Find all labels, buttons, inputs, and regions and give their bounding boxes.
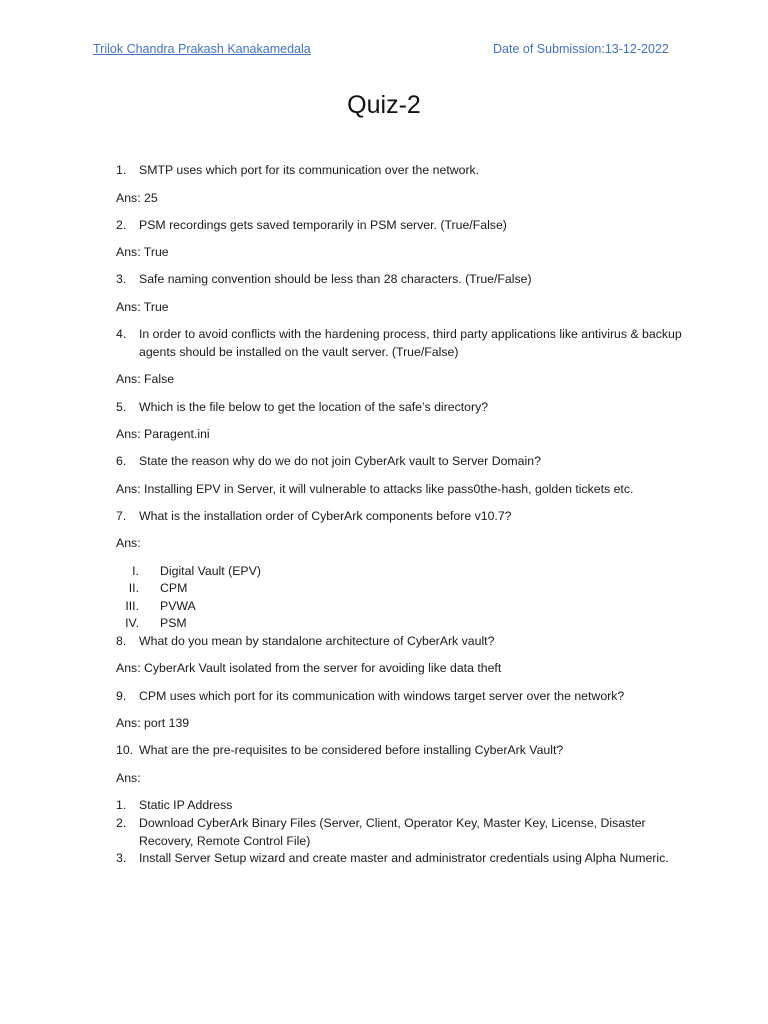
- answer-10: Ans:: [116, 771, 141, 785]
- answer-6: Ans: Installing EPV in Server, it will vulnerable to attacks like pass0the-hash, golden tickets etc.: [116, 482, 634, 496]
- list-number: II.: [128, 581, 139, 595]
- question-number: 9.: [116, 689, 127, 703]
- question-5: [116, 399, 676, 417]
- question-text: What is the installation order of CyberArk components before v10.7?: [139, 509, 512, 523]
- answer-3: Ans: True: [116, 300, 169, 314]
- answer-1: Ans: 25: [116, 191, 158, 205]
- list-text: Digital Vault (EPV): [160, 564, 261, 578]
- question-text: CPM uses which port for its communication with windows target server over the network?: [139, 689, 625, 703]
- question-10: [116, 742, 676, 760]
- question-text: State the reason why do we do not join CyberArk vault to Server Domain?: [139, 454, 541, 468]
- question-number: 10.: [116, 743, 134, 757]
- list-text: PVWA: [160, 599, 196, 613]
- question-number: 8.: [116, 634, 127, 648]
- answer-4: Ans: False: [116, 372, 175, 386]
- question-number: 1.: [116, 163, 127, 177]
- question-6: [116, 453, 676, 471]
- q10-list-item: [116, 797, 699, 815]
- list-text: CPM: [160, 581, 188, 595]
- list-number: III.: [125, 599, 139, 613]
- question-9: [116, 688, 696, 706]
- question-1: [116, 162, 676, 180]
- page-title: Quiz-2: [347, 91, 421, 119]
- question-number: 6.: [116, 454, 127, 468]
- question-number: 3.: [116, 272, 127, 286]
- submission-date: Date of Submission:13-12-2022: [493, 42, 669, 56]
- author-name: Trilok Chandra Prakash Kanakamedala: [93, 42, 311, 56]
- q10-list-item: [116, 815, 699, 850]
- list-text: Install Server Setup wizard and create master and administrator credentials using Alpha Numeric.: [139, 851, 669, 865]
- answer-9: Ans: port 139: [116, 716, 190, 730]
- question-2: [116, 217, 676, 235]
- question-text: Safe naming convention should be less than 28 characters. (True/False): [139, 272, 532, 286]
- question-text: What are the pre-requisites to be considered before installing CyberArk Vault?: [139, 743, 564, 757]
- list-number: 2.: [116, 816, 127, 830]
- question-7: [116, 508, 676, 526]
- question-number: 5.: [116, 400, 127, 414]
- answer-5: Ans: Paragent.ini: [116, 427, 210, 441]
- list-number: IV.: [125, 616, 139, 630]
- list-text: Download CyberArk Binary Files (Server, Client, Operator Key, Master Key, License, Disaster Recovery, Remote Control File): [139, 816, 646, 848]
- question-text: In order to avoid conflicts with the hardening process, third party applications like antivirus & backup agents should be installed on the vault server. (True/False): [139, 327, 682, 359]
- list-text: Static IP Address: [139, 798, 233, 812]
- list-text: PSM: [160, 616, 187, 630]
- question-text: Which is the file below to get the location of the safe’s directory?: [139, 400, 489, 414]
- question-number: 7.: [116, 509, 127, 523]
- question-3: [116, 271, 676, 289]
- question-8: [116, 633, 676, 651]
- q10-list-item: [116, 850, 699, 868]
- question-text: What do you mean by standalone architecture of CyberArk vault?: [139, 634, 495, 648]
- list-number: I.: [132, 564, 139, 578]
- question-4: [116, 326, 699, 361]
- answer-2: Ans: True: [116, 245, 169, 259]
- list-number: 3.: [116, 851, 127, 865]
- question-number: 2.: [116, 218, 127, 232]
- question-text: SMTP uses which port for its communication over the network.: [139, 163, 480, 177]
- question-text: PSM recordings gets saved temporarily in PSM server. (True/False): [139, 218, 507, 232]
- list-number: 1.: [116, 798, 127, 812]
- answer-7: Ans:: [116, 536, 141, 550]
- question-number: 4.: [116, 327, 127, 341]
- answer-8: Ans: CyberArk Vault isolated from the server for avoiding like data theft: [116, 661, 502, 675]
